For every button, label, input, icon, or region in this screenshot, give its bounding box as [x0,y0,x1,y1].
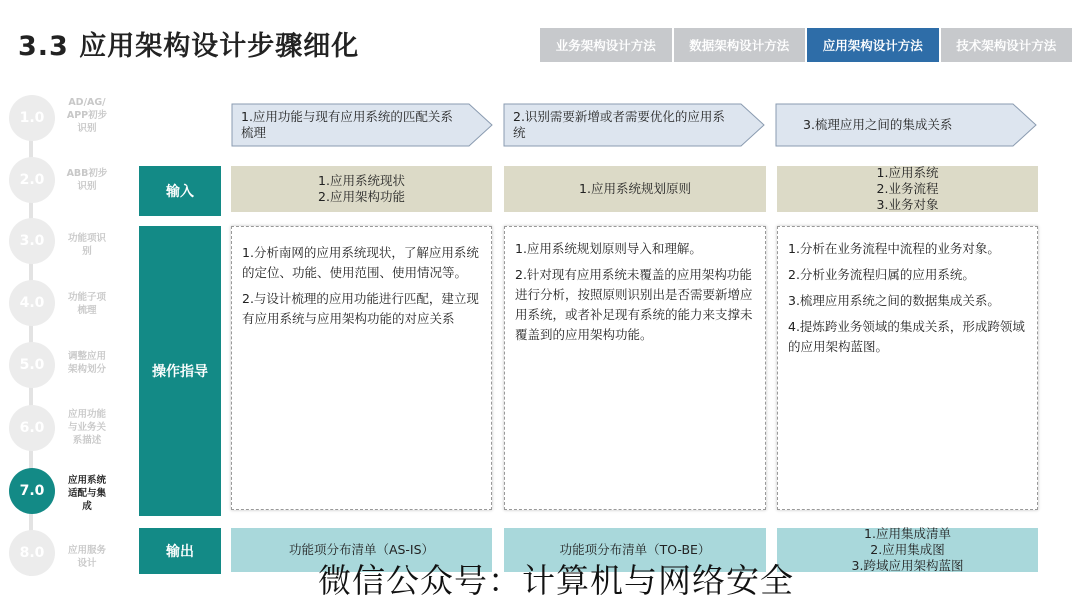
step-label-7: 应用系统 适配与集 成 [67,475,106,512]
tab-application-architecture[interactable]: 应用架构设计方法 [807,28,939,62]
step-label-1: AD/AG/ APP初步 识别 [66,97,108,134]
step-circle-5: 5.0 [9,342,55,388]
guide-item: 1.分析南网的应用系统现状，了解应用系统的定位、功能、使用范围、使用情况等。 [242,245,479,280]
step-label-5: 调整应用 架构划分 [67,351,106,375]
watermark-text: 微信公众号：计算机与网络安全 [318,561,794,600]
guide-cell-3 [777,226,1038,510]
step-circle-1: 1.0 [9,95,55,141]
step-circle-7: 7.0 [9,468,55,514]
step-circle-8: 8.0 [9,530,55,576]
process-arrow-2 [503,103,765,147]
step-label-3: 功能项识 别 [67,233,106,257]
guide-item: 2.针对现有应用系统未覆盖的应用架构功能进行分析，按照原则识别出是否需要新增应用系统，或者补足现有系统的能力来支撑未覆盖到的应用架构功能。 [515,267,753,342]
step-label-8: 应用服务 设计 [67,545,106,569]
process-step-text: 1.应用功能与现有应用系统的匹配关系梳理 [241,109,453,140]
process-step-text: 2.识别需要新增或者需要优化的应用系统 [513,109,725,140]
output-cell-2: 功能项分布清单（TO-BE） [504,528,766,572]
step-circle-2: 2.0 [9,157,55,203]
guide-cell-1 [231,226,492,510]
tab-business-architecture[interactable]: 业务架构设计方法 [540,28,672,62]
input-cell-1: 1.应用系统现状 2.应用架构功能 [231,166,492,212]
guide-item: 3.梳理应用系统之间的数据集成关系。 [788,293,1000,308]
process-arrow-1 [231,103,493,147]
method-tabs [540,28,1072,62]
output-cell-3: 1.应用集成清单 2.应用集成图 3.跨域应用架构蓝图 [777,528,1038,572]
step-label-6: 应用功能 与业务关 系描述 [67,409,106,446]
output-cell-1: 功能项分布清单（AS-IS） [231,528,492,572]
row-header-input: 输入 [139,166,221,216]
step-circle-6: 6.0 [9,405,55,451]
step-label-4: 功能子项 梳理 [67,292,106,316]
process-step-text: 3.梳理应用之间的集成关系 [803,117,953,132]
step-label-2: ABB初步 识别 [66,168,108,192]
input-cell-2: 1.应用系统规划原则 [504,166,766,212]
process-arrow-3 [775,103,1037,147]
row-header-output: 输出 [139,528,221,574]
guide-cell-2 [504,226,766,510]
input-cell-3: 1.应用系统 2.业务流程 3.业务对象 [777,166,1038,212]
step-circle-4: 4.0 [9,280,55,326]
guide-item: 2.与设计梳理的应用功能进行匹配，建立现有应用系统与应用架构功能的对应关系 [242,291,479,326]
step-circle-3: 3.0 [9,218,55,264]
guide-item: 1.应用系统规划原则导入和理解。 [515,241,702,256]
tab-data-architecture[interactable]: 数据架构设计方法 [674,28,806,62]
guide-item: 1.分析在业务流程中流程的业务对象。 [788,241,1000,256]
tab-technology-architecture[interactable]: 技术架构设计方法 [941,28,1073,62]
row-header-guide: 操作指导 [139,226,221,516]
page-title: 3.3 应用架构设计步骤细化 [18,31,360,62]
guide-item: 4.提炼跨业务领域的集成关系，形成跨领域的应用架构蓝图。 [788,319,1025,354]
guide-item: 2.分析业务流程归属的应用系统。 [788,267,975,282]
